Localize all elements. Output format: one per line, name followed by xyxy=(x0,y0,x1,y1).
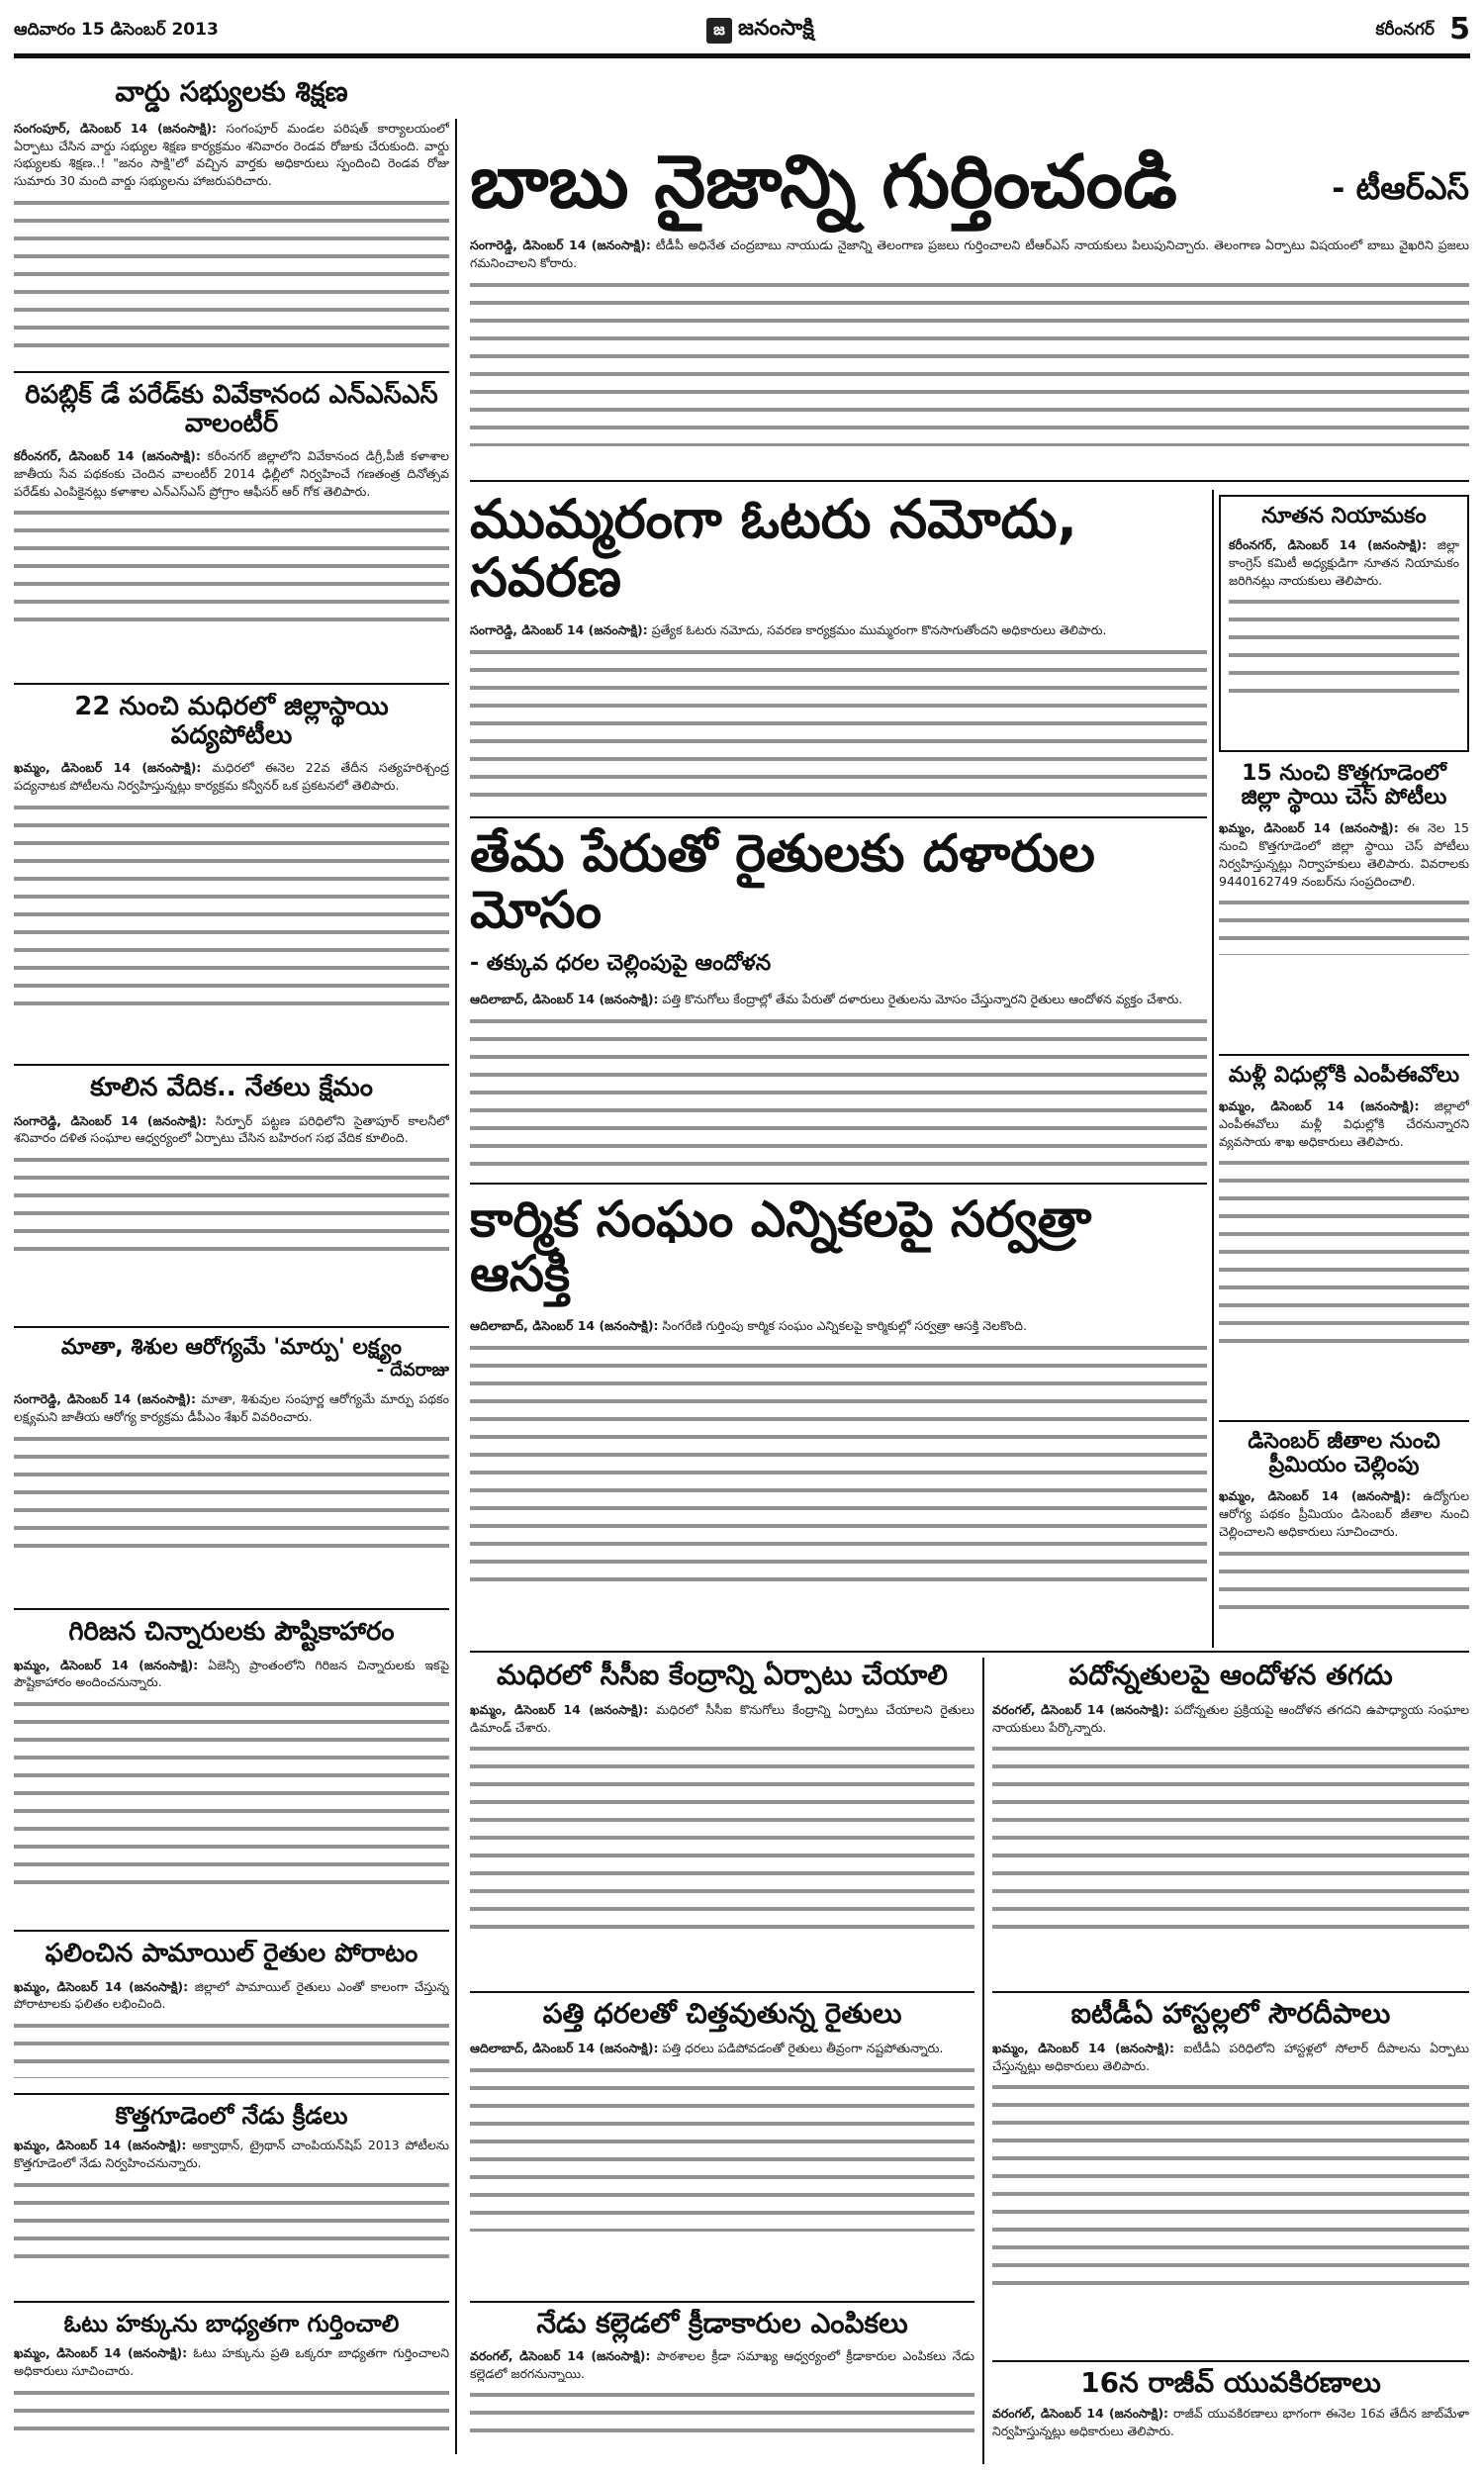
body-text-continuation xyxy=(470,2063,974,2232)
body-text-continuation xyxy=(1219,896,1469,955)
article-body: కరీంనగర్ జిల్లాలోని వివేకానంద డిగ్రీ,పీజీ కళాశాల జాతీయ సేవ పథకంకు చెందిన వాలంటీర్ 2014 ఢిల్లీలో నిర్వహించే గణతంత్ర దినోత్సవ పరేడ్‌కు ఎంపికైనట్లు కళాశాల ఎన్‌ఎస్‌ఎస్ ప్రోగ్రాం ఆఫీసర్ ఆర్ గోక తెలిపారు. xyxy=(14,448,449,499)
article-body: ఏజెన్సీ ప్రాంతంలోని గిరిజన చిన్నారులకు ఇకపై పౌష్టికాహారం అందించనున్నారు. xyxy=(14,1657,449,1690)
article-body: అక్వాథాన్, ట్రైథాన్ చాంపియన్‌షిప్ 2013 పోటీలను కొత్తగూడెంలో నేడు నిర్వహించనున్నారు. xyxy=(14,2138,449,2171)
article-body: పదోన్నతుల ప్రక్రియపై ఆందోళన తగదని ఉపాధ్యాయ సంఘాల నాయకులు పేర్కొన్నారు. xyxy=(992,1701,1469,1735)
article-sports-selection xyxy=(470,2309,974,2462)
article-union-elections xyxy=(470,1192,1207,1643)
article-voter-registration xyxy=(470,490,1207,807)
dateline: ఖమ్మం, డిసెంబర్ 14 (జనంసాక్షి): xyxy=(14,2345,188,2361)
headline: ఐటీడీఏ హాస్టల్లలో సౌరదీపాలు xyxy=(1070,1999,1391,2030)
divider xyxy=(470,1991,974,1993)
body-text-continuation xyxy=(14,801,449,1018)
article-body: పాఠశాలల క్రీడా సమాఖ్య ఆధ్వర్యంలో క్రీడాకారుల ఎంపికలు నేడు కల్లెడలో జరగనున్నాయి. xyxy=(470,2347,974,2381)
dateline: ఖమ్మం, డిసెంబర్ 14 (జనంసాక్షి): xyxy=(14,760,202,776)
headline: మళ్లీ విధుల్లోకి ఎంపీఈవోలు xyxy=(1228,1064,1460,1088)
bottom-column-divider xyxy=(982,1658,984,2464)
body-text-continuation xyxy=(470,645,1207,807)
article-body: జిల్లాలో ఎంపీఈవోలు మళ్లీ విధుల్లోకి చేరనున్నారని వ్యవసాయ శాఖ అధికారులు తెలిపారు. xyxy=(1219,1098,1469,1149)
dateline: ఖమ్మం, డిసెంబర్ 14 (జనంసాక్షి): xyxy=(14,1978,189,1994)
article-body: సంగంపూర్ మండల పరిషత్ కార్యాలయంలో ఏర్పాటు చేసిన వార్డు సభ్యుల శిక్షణ కార్యక్రమం శనివారం రెండవ రోజుకు చేరుకుంది. వార్డు సభ్యులకు శిక్షణ..! "జనం సాక్షి"లో వచ్చిన వార్తకు అధికారులు స్పందించి రెండవ రోజు సుమారు 30 మంది వార్డు సభ్యులను హాజరుపరిచారు. xyxy=(14,120,449,189)
divider xyxy=(14,683,449,685)
headline: మాతా, శిశుల ఆరోగ్యమే 'మార్పు' లక్ష్యం xyxy=(60,1336,403,1360)
paper-name: జనంసాక్షి xyxy=(738,16,814,41)
headline: తేమ పేరుతో రైతులకు దళారుల మోసం xyxy=(470,826,1095,941)
article-rajiv-yuva xyxy=(992,2368,1469,2462)
article-body: సింగరేణి గుర్తింపు కార్మిక సంఘం ఎన్నికలపై కార్మికుల్లో సర్వత్రా ఆసక్తి నెలకొంది. xyxy=(662,1318,1027,1333)
article-vote-right xyxy=(14,2311,449,2459)
article-appointment-box xyxy=(1219,495,1469,752)
article-lead-story xyxy=(470,124,1469,470)
article-body: ప్రత్యేక ఓటరు నమోదు, సవరణ కార్యక్రమం ముమ్మరంగా కొనసాగుతోందని అధికారులు తెలిపారు. xyxy=(651,621,1107,637)
headline: నేడు కల్లెడలో క్రీడాకారుల ఎంపికలు xyxy=(536,2309,908,2339)
article-chess-competition xyxy=(1219,762,1469,1049)
headline: కొత్తగూడెంలో నేడు క్రీడలు xyxy=(115,2103,348,2130)
article-body: ఈ నెల 15 నుంచి కొత్తగూడెంలో జిల్లా స్థాయి చెస్ పోటీలు నిర్వహిస్తున్నట్లు నిర్వాహకులు తెలిపారు. వివరాలకు 9440162749 నంబర్‌ను సంప్రదించాలి. xyxy=(1219,820,1469,889)
divider xyxy=(14,2301,449,2303)
divider xyxy=(14,1930,449,1932)
article-body: సిర్పూర్ పట్టణ పరిధిలోని సైతాపూర్ కాలనీలో శనివారం దళిత సంఘాల ఆధ్వర్యంలో ఏర్పాటు చేసిన బహిరంగ సభ వేదిక కూలింది. xyxy=(14,1112,449,1146)
article-farmers-cheated xyxy=(470,826,1207,1173)
dateline: సంగంపూర్, డిసెంబర్ 14 (జనంసాక్షి): xyxy=(14,120,218,136)
page-header xyxy=(14,14,1470,49)
headline: రిపబ్లిక్ డే పరేడ్‌కు వివేకానంద ఎన్‌ఎస్‌ఎస్ వాలంటీర్ xyxy=(25,381,438,438)
headline: పదోన్నతులపై ఆందోళన తగదు xyxy=(1068,1661,1393,1691)
headline: నూతన నియామకం xyxy=(1261,504,1427,528)
divider xyxy=(992,2360,1469,2362)
dateline: ఆదిలాబాద్, డిసెంబర్ 14 (జనంసాక్షి): xyxy=(470,2040,659,2055)
article-body: జిల్లా కాంగ్రెస్ కమిటీ అధ్యక్షుడిగా నూతన నియామకం జరిగినట్లు నాయకులు తెలిపారు. xyxy=(1229,537,1459,588)
dateline: సంగారెడ్డి, డిసెంబర్ 14 (జనంసాక్షి): xyxy=(14,1112,207,1128)
divider xyxy=(470,2301,974,2303)
paper-logo-icon: జ xyxy=(706,18,732,44)
article-itda-hostels xyxy=(992,1999,1469,2355)
divider xyxy=(470,1651,1469,1653)
dateline: ఖమ్మం, డిసెంబర్ 14 (జనంసాక్షి): xyxy=(1219,1098,1420,1114)
divider xyxy=(14,1608,449,1610)
article-body: జిల్లాలో పామాయిల్ రైతులు ఎంతో కాలంగా చేస్తున్న పోరాటాలకు ఫలితం లభించింది. xyxy=(14,1978,449,2012)
article-body: రాజీవ్ యువకిరణాలు భాగంగా ఈనెల 16వ తేదీన జాబ్‌మేళా నిర్వహిస్తున్నట్లు అధికారులు తెలిపారు. xyxy=(992,2405,1469,2438)
divider xyxy=(1219,1054,1469,1056)
subheadline: - తక్కువ ధరల చెల్లింపుపై ఆందోళన xyxy=(470,951,772,977)
lead-byline: - టీఆర్ఎస్ xyxy=(1332,169,1469,207)
dateline: ఖమ్మం, డిసెంబర్ 14 (జనంసాక్షి): xyxy=(14,2138,187,2153)
dateline: ఖమ్మం, డిసెంబర్ 14 (జనంసాక్షి): xyxy=(14,1657,199,1672)
body-text-continuation xyxy=(14,2178,449,2267)
headline: 15 నుంచి కొత్తగూడెంలో జిల్లా స్థాయి చెస్ పోటీలు xyxy=(1241,762,1447,810)
article-madhira-cci xyxy=(470,1661,974,1987)
headline: ఫలించిన పామాయిల్ రైతుల పోరాటం xyxy=(45,1940,418,1968)
article-body: మధిరలో సీసీఐ కొనుగోలు కేంద్రాన్ని ఏర్పాటు చేయాలని రైతులు డిమాండ్ చేశారు. xyxy=(470,1701,974,1735)
article-republic-day xyxy=(14,381,449,678)
headline: 16న రాజీవ్ యువకిరణాలు xyxy=(1080,2368,1381,2399)
header-divider xyxy=(14,53,1470,58)
dateline: కరీంనగర్, డిసెంబర్ 14 (జనంసాక్షి): xyxy=(1229,537,1428,553)
right-column-divider xyxy=(1212,490,1214,1648)
byline: - దేవరాజు xyxy=(376,1360,449,1381)
article-stage-collapse xyxy=(14,1074,449,1321)
body-text-continuation xyxy=(470,1341,1207,1588)
dateline: ఖమ్మం, డిసెంబర్ 14 (జనంసాక్షి): xyxy=(1219,1488,1411,1504)
lead-headline: బాబు నైజాన్ని గుర్తించండి xyxy=(470,139,1177,225)
divider xyxy=(470,1183,1207,1185)
article-body: పత్తి కొనుగోలు కేంద్రాల్లో తేమ పేరుతో దళారులు రైతులను మోసం చేస్తున్నారని రైతులు ఆందోళన వ్యక్తం చేశారు. xyxy=(662,992,1183,1007)
body-text-continuation xyxy=(14,2019,449,2078)
divider xyxy=(14,371,449,373)
headline: కార్మిక సంఘం ఎన్నికలపై సర్వత్రా ఆసక్తి xyxy=(470,1192,1092,1302)
divider xyxy=(14,1064,449,1066)
article-oil-palm xyxy=(14,1940,449,2088)
dateline: వరంగల్, డిసెంబర్ 14 (జనంసాక్షి): xyxy=(470,2347,651,2363)
headline: మధిరలో సీసీఐ కేంద్రాన్ని ఏర్పాటు చేయాలి xyxy=(497,1661,948,1691)
dateline: వరంగల్, డిసెంబర్ 14 (జనంసాక్షి): xyxy=(992,1701,1169,1717)
divider xyxy=(14,2093,449,2095)
dateline: ఆదిలాబాద్, డిసెంబర్ 14 (జనంసాక్షి): xyxy=(470,1318,659,1333)
article-ward-members xyxy=(14,69,449,366)
article-mother-child xyxy=(14,1336,449,1603)
headline: వార్డు సభ్యులకు శిక్షణ xyxy=(115,75,348,108)
body-text-continuation xyxy=(992,2080,1469,2298)
issue-date: ఆదివారం 15 డిసెంబర్ 2013 xyxy=(14,20,219,40)
dateline: ఖమ్మం, డిసెంబర్ 14 (జనంసాక్షి): xyxy=(992,2040,1175,2055)
dateline: సంగారెడ్డి, డిసెంబర్ 14 (జనంసాక్షి): xyxy=(14,1391,197,1407)
divider xyxy=(14,1326,449,1328)
headline: ముమ్మరంగా ఓటరు నమోదు, సవరణ xyxy=(470,490,1077,610)
article-body: పత్తి ధరలు పడిపోవడంతో రైతులు తీవ్రంగా నష్టపోతున్నారు. xyxy=(662,2040,944,2055)
dateline: ఖమ్మం, డిసెంబర్ 14 (జనంసాక్షి): xyxy=(470,1701,649,1717)
divider xyxy=(470,480,1469,482)
divider xyxy=(470,816,1207,818)
body-text-continuation xyxy=(470,2388,974,2442)
body-text-continuation xyxy=(1219,1547,1469,1616)
body-text-continuation xyxy=(14,196,449,354)
body-text-continuation xyxy=(1229,595,1459,694)
article-body: ఓటు హక్కును ప్రతి ఒక్కరూ బాధ్యతగా గుర్తించాలని అధికారులు సూచించారు. xyxy=(14,2345,449,2379)
headline: డిసెంబర్ జీతాల నుంచి ప్రీమియం చెల్లింపు xyxy=(1248,1430,1440,1478)
dateline: ఖమ్మం, డిసెంబర్ 14 (జనంసాక్షి): xyxy=(1219,820,1399,836)
article-body: టీడీపీ అధినేత చంద్రబాబు నాయుడు నైజాన్ని తెలంగాణ ప్రజలు గుర్తించాలని టీఆర్ఎస్ నాయకులు పిలుపునిచ్చారు. తెలంగాణ ఏర్పాటు విషయంలో బాబు వైఖరిని ప్రజలు గమనించాలని కోరారు. xyxy=(470,238,1469,270)
headline: పత్తి ధరలతో చిత్తవుతున్న రైతులు xyxy=(542,1999,902,2030)
article-december-salary xyxy=(1219,1430,1469,1643)
body-text-continuation xyxy=(14,2386,449,2435)
dateline: సంగారెడ్డి, డిసెంబర్ 14 (జనంసాక్షి): xyxy=(470,238,651,252)
body-text-continuation xyxy=(14,506,449,624)
page-number: 5 xyxy=(1449,12,1470,47)
article-tribal-children xyxy=(14,1618,449,1925)
article-mpeos-back xyxy=(1219,1064,1469,1415)
dateline: వరంగల్, డిసెంబర్ 14 (జనంసాక్షి): xyxy=(992,2405,1169,2421)
article-body: మధిరలో ఈనెల 22వ తేదీన సత్యహరిశ్చంద్ర పద్యనాటక పోటీలను నిర్వహిస్తున్నట్లు కార్యక్రమ కన్వీనర్ ఒక ప్రకటనలో తెలిపారు. xyxy=(14,760,449,793)
headline: 22 నుంచి మధిరలో జిల్లాస్థాయి పద్యపోటీలు xyxy=(74,693,389,750)
article-body: ఐటీడీఏ పరిధిలోని హాస్టళ్లలో సోలార్ దీపాలను ఏర్పాటు చేస్తున్నట్లు అధికారులు తెలిపారు. xyxy=(992,2040,1469,2073)
dateline: కరీంనగర్, డిసెంబర్ 14 (జనంసాక్షి): xyxy=(14,448,201,464)
article-cotton-prices xyxy=(470,1999,974,2296)
body-text-continuation xyxy=(14,1432,449,1561)
section-name: కరీంనగర్ xyxy=(1375,20,1435,40)
headline: కూలిన వేదిక.. నేతలు క్షేమం xyxy=(90,1074,373,1102)
body-text-continuation xyxy=(470,1014,1207,1173)
dateline: సంగారెడ్డి, డిసెంబర్ 14 (జనంసాక్షి): xyxy=(470,621,648,637)
left-column-divider xyxy=(455,119,457,2454)
divider xyxy=(1219,1420,1469,1422)
body-text-continuation xyxy=(470,278,1469,446)
article-body: మాతా, శిశువుల సంపూర్ణ ఆరోగ్యమే మార్పు పథకం లక్ష్యమని జాతీయ ఆరోగ్య కార్యక్రమ డీపీఎం శేఖర్ వివరించారు. xyxy=(14,1391,449,1424)
article-body: ఉద్యోగుల ఆరోగ్య పథకం ప్రీమియం డిసెంబర్ జీతాల నుంచి చెల్లించాలని అధికారులు సూచించారు. xyxy=(1219,1488,1469,1539)
dateline: ఆదిలాబాద్, డిసెంబర్ 14 (జనంసాక్షి): xyxy=(470,992,659,1007)
body-text-continuation xyxy=(992,1742,1469,1940)
headline: గిరిజన చిన్నారులకు పౌష్టికాహారం xyxy=(68,1618,395,1647)
body-text-continuation xyxy=(1219,1156,1469,1354)
masthead xyxy=(706,16,814,46)
article-kothagudem-sports xyxy=(14,2103,449,2296)
article-poetry-contest xyxy=(14,693,449,1059)
body-text-continuation xyxy=(14,1153,449,1262)
divider xyxy=(992,1991,1469,1993)
headline: ఓటు హక్కును బాధ్యతగా గుర్తించాలి xyxy=(63,2311,400,2337)
body-text-continuation xyxy=(14,1697,449,1885)
article-promotion-agitation xyxy=(992,1661,1469,1987)
body-text-continuation xyxy=(470,1742,974,1940)
